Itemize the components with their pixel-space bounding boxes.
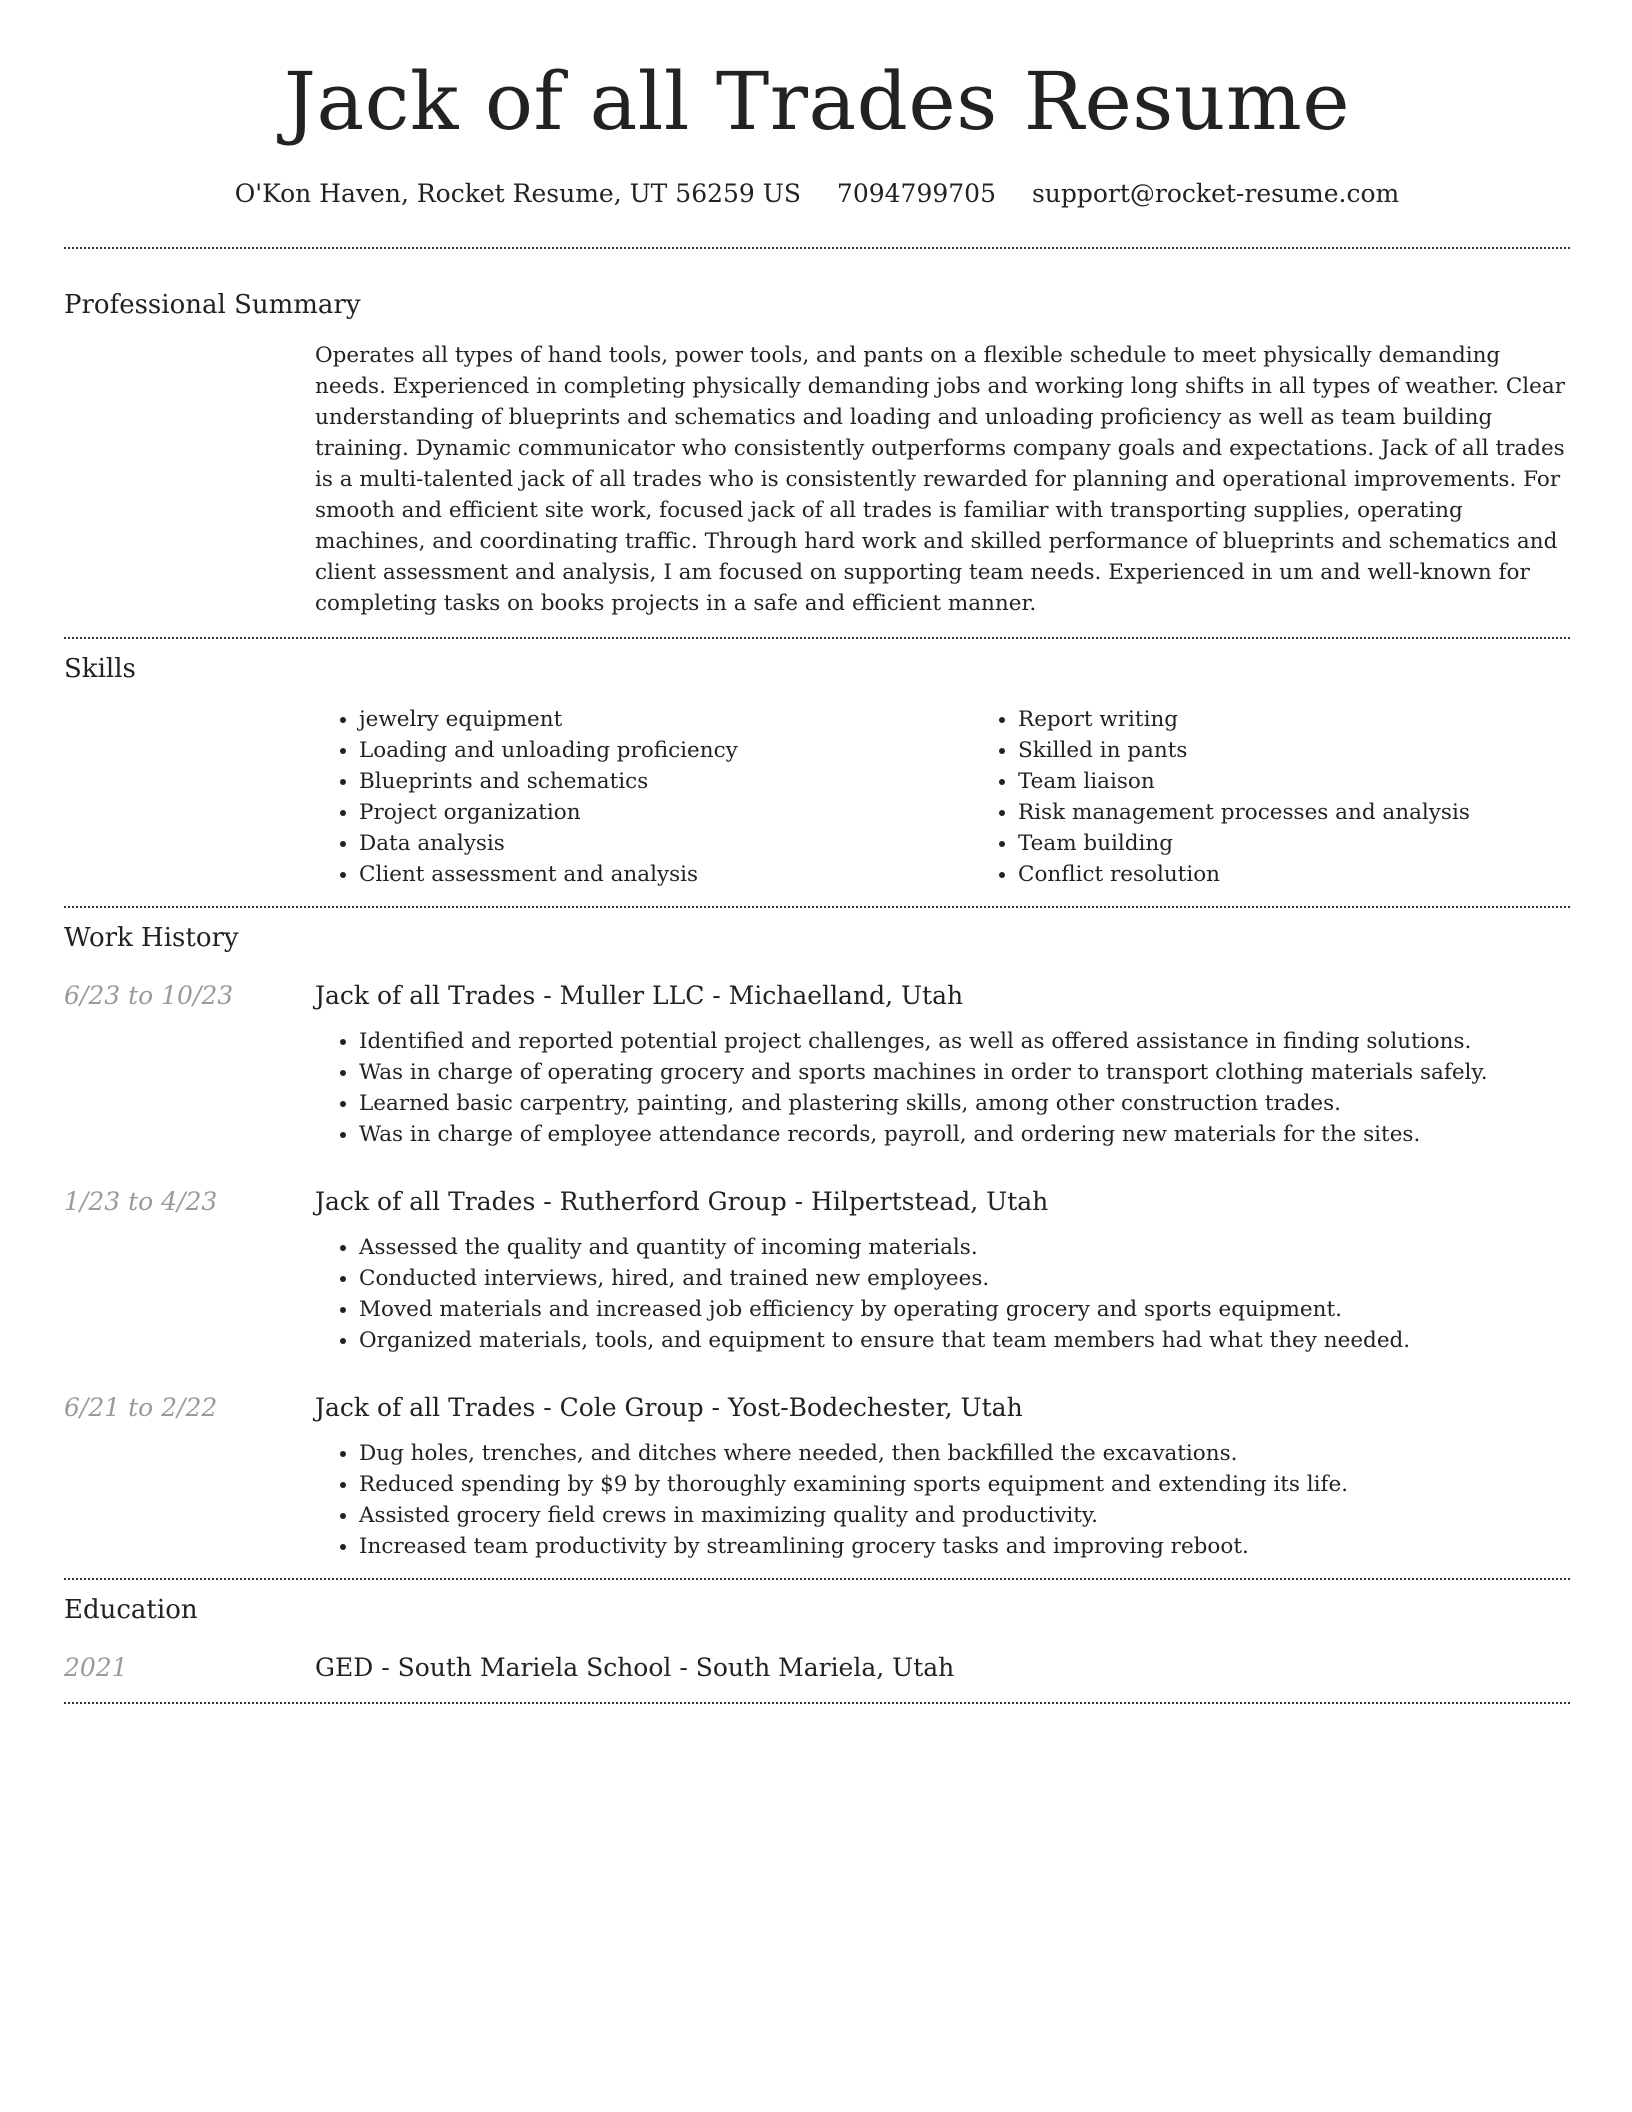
job-bullet: • Organized materials, tools, and equipment to ensure that team members had what they needed. <box>359 1325 1570 1356</box>
job-bullet: • Assessed the quality and quantity of incoming materials. <box>359 1232 1570 1263</box>
job-entry <box>64 1390 1570 1562</box>
work-section <box>64 920 1570 1562</box>
summary-text: Operates all types of hand tools, power tools, and pants on a flexible schedule to meet physically demanding needs. Experienced in completing physically demanding jobs and working long shifts in all types of weather. Clear understanding of blueprints and schematics and loading and unloading proficiency as well as team building training. Dynamic communicator who consistently outperforms company goals and expectations. Jack of all trades is a multi-talented jack of all trades who is consistently rewarded for planning and operational improvements. For smooth and efficient site work, focused jack of all trades is familiar with transporting supplies, operating machines, and coordinating traffic. Through hard work and skilled performance of blueprints and schematics and client assessment and analysis, I am focused on supporting team needs. Experienced in um and well-known for completing tasks on books projects in a safe and efficient manner. <box>315 343 1565 616</box>
job-entry <box>64 978 1570 1150</box>
section-title-skills: Skills <box>64 654 136 684</box>
job-dates: 6/21 to 2/22 <box>64 1393 218 1422</box>
job-bullets <box>315 1438 1570 1562</box>
skill-item: • Project organization <box>359 797 974 828</box>
skills-section <box>64 651 1570 890</box>
job-bullet: • Learned basic carpentry, painting, and plastering skills, among other construction trades. <box>359 1088 1570 1119</box>
skill-item: • Loading and unloading proficiency <box>359 735 974 766</box>
skill-item: • Blueprints and schematics <box>359 766 974 797</box>
contact-address: O'Kon Haven, Rocket Resume, UT 56259 US <box>234 179 801 208</box>
divider <box>64 906 1570 908</box>
skill-item: • Risk management processes and analysis <box>1018 797 1570 828</box>
skill-item: • Client assessment and analysis <box>359 859 974 890</box>
job-bullets <box>315 1026 1570 1150</box>
job-title: Jack of all Trades - Rutherford Group - Hilpertstead, Utah <box>315 1187 1049 1216</box>
contact-line <box>64 176 1570 212</box>
skill-item: • Skilled in pants <box>1018 735 1570 766</box>
job-bullet: • Reduced spending by $9 by thoroughly examining sports equipment and extending its life. <box>359 1469 1570 1500</box>
job-bullet: • Dug holes, trenches, and ditches where needed, then backfilled the excavations. <box>359 1438 1570 1469</box>
divider <box>64 1702 1570 1704</box>
job-bullet: • Identified and reported potential project challenges, as well as offered assistance in finding solutions. <box>359 1026 1570 1057</box>
job-bullets <box>315 1232 1570 1356</box>
summary-section <box>64 287 1570 619</box>
job-dates: 6/23 to 10/23 <box>64 981 234 1010</box>
divider <box>64 1578 1570 1580</box>
divider <box>64 637 1570 639</box>
education-section <box>64 1592 1570 1686</box>
education-year: 2021 <box>64 1653 128 1682</box>
skill-item: • jewelry equipment <box>359 704 974 735</box>
job-bullet: • Increased team productivity by streamlining grocery tasks and improving reboot. <box>359 1531 1570 1562</box>
skill-item: • Team building <box>1018 828 1570 859</box>
job-bullet: • Was in charge of employee attendance records, payroll, and ordering new materials for the sites. <box>359 1119 1570 1150</box>
job-bullet: • Moved materials and increased job efficiency by operating grocery and sports equipment. <box>359 1294 1570 1325</box>
skill-item: • Conflict resolution <box>1018 859 1570 890</box>
skill-item: • Team liaison <box>1018 766 1570 797</box>
job-bullet: • Was in charge of operating grocery and sports machines in order to transport clothing materials safely. <box>359 1057 1570 1088</box>
skill-item: • Data analysis <box>359 828 974 859</box>
education-entry <box>64 1650 1570 1686</box>
resume-page <box>64 0 1570 1704</box>
contact-email: support@rocket-resume.com <box>1031 179 1400 208</box>
skills-list-left <box>315 704 974 890</box>
job-title: Jack of all Trades - Muller LLC - Michaelland, Utah <box>315 981 964 1010</box>
section-title-work: Work History <box>64 923 239 953</box>
education-title: GED - South Mariela School - South Mariela, Utah <box>315 1653 955 1682</box>
skills-list-right <box>974 704 1570 890</box>
contact-phone: 7094799705 <box>836 179 996 208</box>
divider <box>64 247 1570 249</box>
job-dates: 1/23 to 4/23 <box>64 1187 218 1216</box>
skills-grid <box>315 704 1570 890</box>
job-bullet: • Conducted interviews, hired, and trained new employees. <box>359 1263 1570 1294</box>
section-title-education: Education <box>64 1595 198 1625</box>
resume-name: Jack of all Trades Resume <box>283 55 1351 148</box>
section-title-summary: Professional Summary <box>64 290 361 320</box>
job-bullet: • Assisted grocery field crews in maximizing quality and productivity. <box>359 1500 1570 1531</box>
job-entry <box>64 1184 1570 1356</box>
job-title: Jack of all Trades - Cole Group - Yost-Bodechester, Utah <box>315 1393 1023 1422</box>
skill-item: • Report writing <box>1018 704 1570 735</box>
